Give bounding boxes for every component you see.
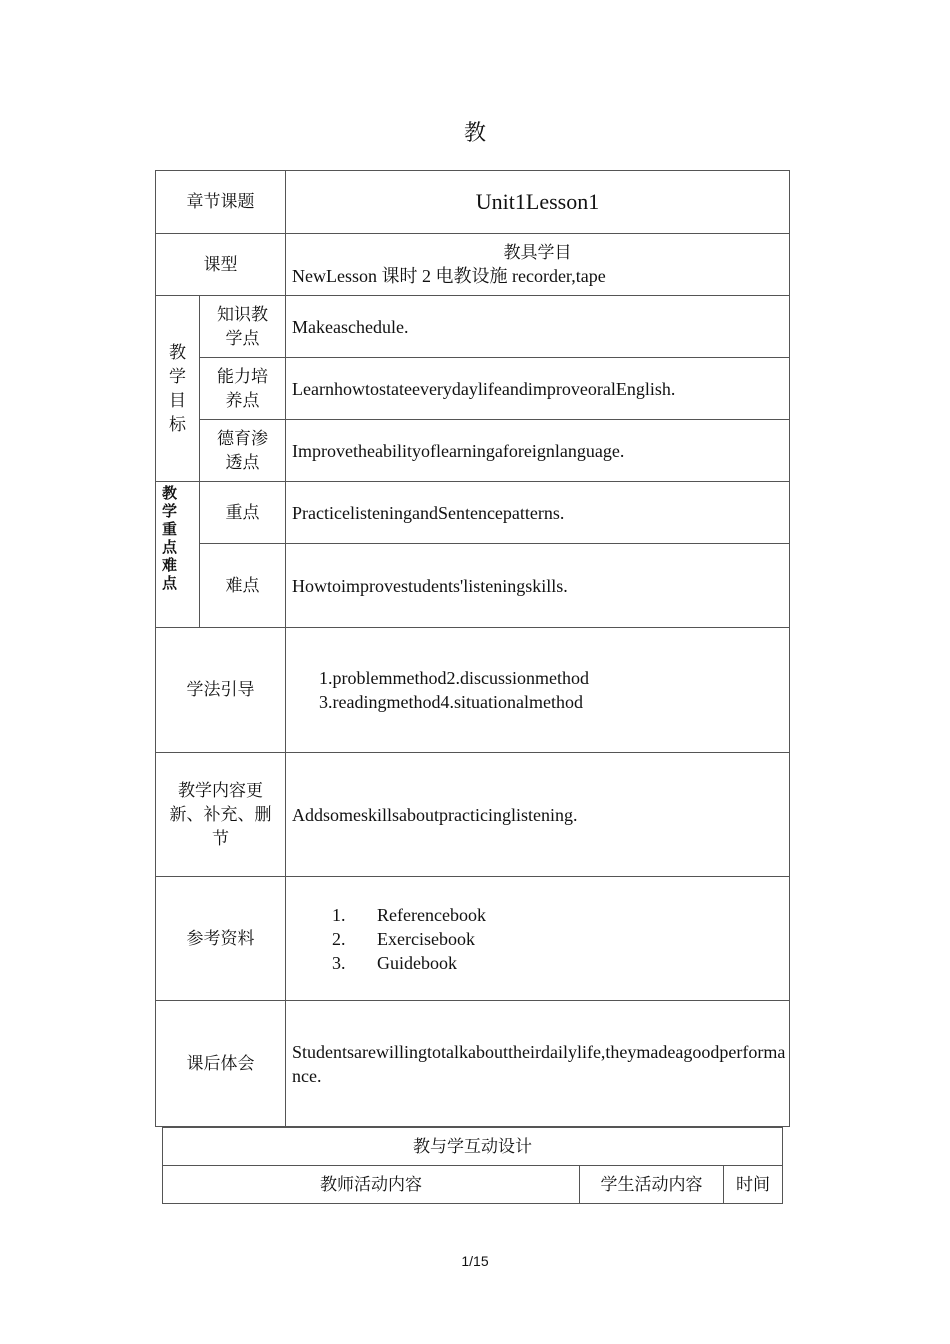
knowledge-label	[200, 296, 286, 358]
row-reflection	[156, 1001, 790, 1127]
interaction-title-row	[163, 1128, 783, 1166]
page-number: 1/15	[461, 1253, 489, 1269]
list-item-number: 2.	[332, 928, 346, 949]
lesson-plan-table	[155, 170, 790, 1127]
interaction-header-row	[163, 1166, 783, 1204]
reflection-value: Studentsarewillingtotalkabouttheirdailylife,theymadeagoodperformance.	[286, 1001, 790, 1127]
chapter-label: 章节课题	[156, 171, 286, 234]
list-item-text: Guidebook	[377, 952, 457, 973]
type-label: 课型	[156, 234, 286, 296]
interaction-title: 教与学互动设计	[163, 1128, 783, 1166]
col-time: 时间	[724, 1166, 783, 1204]
row-content	[156, 753, 790, 877]
moral-label	[200, 420, 286, 482]
content-label-text: 教学内容更新、补充、删节	[169, 780, 272, 849]
key-value: PracticelisteningandSentencepatterns.	[286, 482, 790, 544]
chapter-value: Unit1Lesson1	[286, 171, 790, 234]
row-method	[156, 628, 790, 753]
method-value	[286, 628, 790, 753]
moral-value: Improvetheabilityoflearningaforeignlanguage.	[286, 420, 790, 482]
method-line1: 1.problemmethod2.discussionmethod	[319, 668, 589, 688]
ability-label	[200, 358, 286, 420]
row-refs	[156, 877, 790, 1001]
row-difficult	[156, 544, 790, 628]
col-teacher: 教师活动内容	[163, 1166, 580, 1204]
method-line2: 3.readingmethod4.situationalmethod	[319, 692, 583, 712]
focus-group-text: 教学重点难点	[162, 484, 178, 592]
row-key	[156, 482, 790, 544]
content-label	[156, 753, 286, 877]
row-chapter	[156, 171, 790, 234]
type-line1: 教具学目	[503, 242, 572, 263]
row-type	[156, 234, 790, 296]
refs-value	[286, 877, 790, 1001]
type-line2: NewLesson 课时 2 电教设施 recorder,tape	[292, 265, 606, 286]
refs-list	[292, 903, 789, 975]
type-value	[286, 234, 790, 296]
knowledge-label-text: 知识教学点	[217, 304, 268, 349]
list-item	[292, 903, 789, 927]
row-knowledge	[156, 296, 790, 358]
goals-group-label	[156, 296, 200, 482]
focus-group-label	[156, 482, 200, 628]
moral-label-text: 德育渗透点	[217, 428, 268, 473]
difficult-value: Howtoimprovestudents'listeningskills.	[286, 544, 790, 628]
reflection-label: 课后体会	[156, 1001, 286, 1127]
list-item-number: 1.	[332, 904, 346, 925]
goals-group-text: 教学目标	[169, 342, 186, 435]
ability-label-text: 能力培养点	[217, 366, 268, 411]
ability-value: LearnhowtostateeverydaylifeandimproveoralEnglish.	[286, 358, 790, 420]
list-item-text: Exercisebook	[377, 928, 475, 949]
difficult-label: 难点	[200, 544, 286, 628]
interaction-table	[162, 1127, 783, 1204]
list-item-text: Referencebook	[377, 904, 486, 925]
refs-label: 参考资料	[156, 877, 286, 1001]
list-item	[292, 951, 789, 975]
knowledge-value: Makeaschedule.	[286, 296, 790, 358]
method-label: 学法引导	[156, 628, 286, 753]
col-student: 学生活动内容	[580, 1166, 724, 1204]
list-item-number: 3.	[332, 952, 346, 973]
list-item	[292, 927, 789, 951]
content-value: Addsomeskillsaboutpracticinglistening.	[286, 753, 790, 877]
page-title: 教	[463, 121, 486, 146]
row-ability	[156, 358, 790, 420]
row-moral	[156, 420, 790, 482]
key-label: 重点	[200, 482, 286, 544]
